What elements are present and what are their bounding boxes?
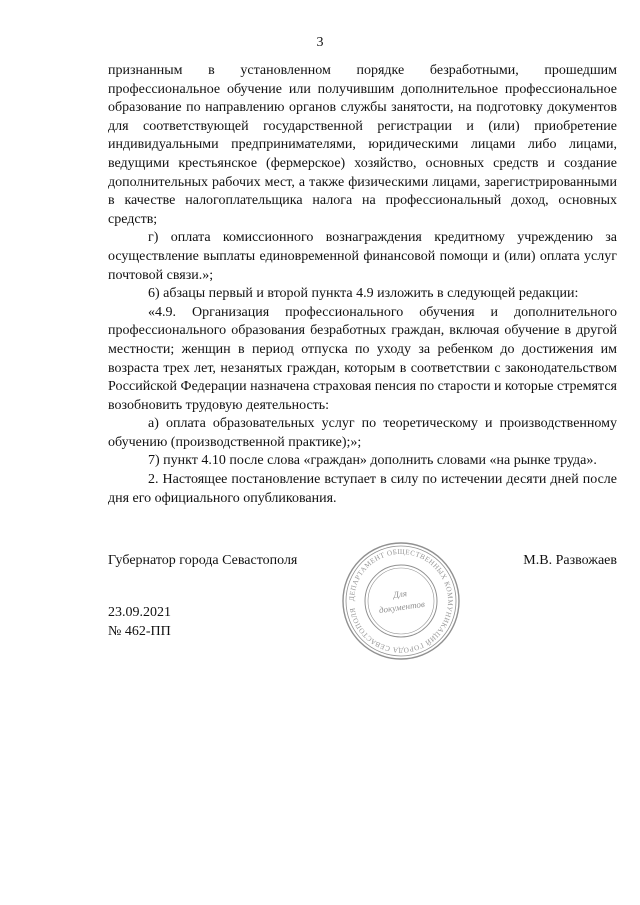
signature-block bbox=[108, 540, 617, 655]
signatory-title: Губернатор города Севастополя bbox=[108, 553, 298, 568]
paragraph-section-2: 2. Настоящее постановление вступает в силу по истечении десяти дней после дня его официального опубликования. bbox=[108, 472, 617, 506]
paragraph-clause-4-9: «4.9. Организация профессионального обучения и дополнительного профессионального образования безработных граждан, включая обучение в другой местности; женщин в период отпуска по уходу за ребенком до достижения им возраста трех лет, незанятых граждан, которым в соответствии с законодательством Российской Федерации назначена страховая пенсия по старости и которые стремятся возобновить трудовую деятельность: bbox=[108, 304, 617, 413]
stamp-outer-text: ДЕПАРТАМЕНТ ОБЩЕСТВЕННЫХ КОММУНИКАЦИЙ ГОРОДА СЕВАСТОПОЛЯ bbox=[347, 547, 455, 655]
document-date: 23.09.2021 bbox=[108, 605, 171, 620]
paragraph-item-g: г) оплата комиссионного вознаграждения кредитному учреждению за осуществление выплаты единовременной финансовой помощи и (или) оплата услуг почтовой связи.»; bbox=[108, 230, 617, 283]
document-number: № 462-ПП bbox=[108, 624, 171, 639]
document-body bbox=[108, 62, 617, 508]
stamp-center-text-1: Для bbox=[392, 588, 408, 600]
stamp-center-text-2: документов bbox=[378, 598, 426, 616]
svg-text:ДЕПАРТАМЕНТ ОБЩЕСТВЕННЫХ КОММУ bbox=[348, 548, 454, 654]
page-number: 3 bbox=[316, 35, 324, 50]
paragraph-item-a: а) оплата образовательных услуг по теоретическому и производственному обучению (производственной практике);»; bbox=[108, 416, 617, 450]
signatory-name: М.В. Развожаев bbox=[523, 553, 617, 568]
paragraph-item-6: 6) абзацы первый и второй пункта 4.9 изложить в следующей редакции: bbox=[148, 286, 579, 302]
official-stamp bbox=[340, 540, 462, 662]
paragraph-continuation: признанным в установленном порядке безработными, прошедшим профессиональное обучение или получившим дополнительное профессиональное образование по направлению органов службы занятости, на подготовку документов для соответствующей государственной регистрации и (или) приобретение индивидуальными предпринимателями, юридическими лицами либо лицами, ведущими крестьянское (фермерское) хозяйство, основных средств и создание дополнительных рабочих мест, а также физическими лицами, зарегистрированными в качестве налогоплательщика налога на профессиональный доход, основных средств; bbox=[108, 63, 617, 227]
paragraph-item-7: 7) пункт 4.10 после слова «граждан» дополнить словами «на рынке труда». bbox=[148, 453, 597, 469]
